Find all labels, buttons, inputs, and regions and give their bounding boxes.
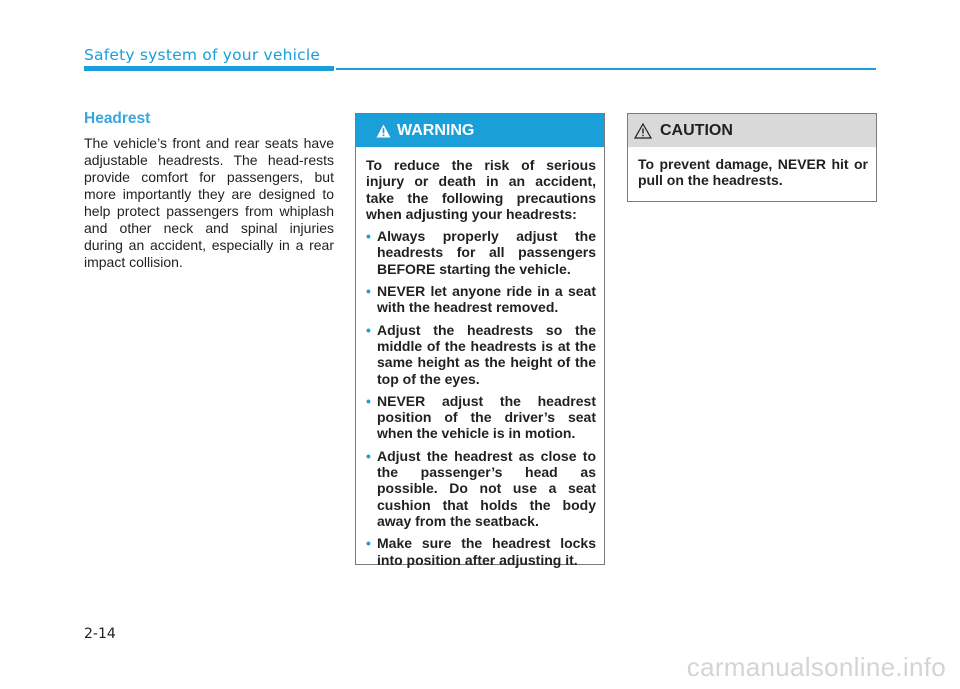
caution-box	[627, 113, 877, 202]
warning-list-item: • Adjust the headrest as close to the passenger’s head as possible. Do not use a seat cushion that holds the body away from the seatback.	[366, 447, 596, 529]
warning-label: WARNING	[397, 121, 475, 139]
warning-body	[356, 147, 604, 568]
section-header-title: Safety system of your vehicle	[84, 46, 321, 64]
warning-list-item: • NEVER adjust the headrest position of the driver’s seat when the vehicle is in motion.	[366, 392, 596, 442]
caution-triangle-icon	[634, 123, 652, 139]
warning-box	[355, 113, 605, 568]
headrest-title: Headrest	[84, 110, 151, 127]
bullet-icon: •	[366, 228, 371, 245]
headrest-paragraph: The vehicle’s front and rear seats have adjustable headrests. The head-rests provide comfort for passengers, but more importantly they are designed to help protect passengers from whiplash and other neck and spinal injuries during an accident, especially in a rear impact collision.	[84, 135, 334, 270]
page-number: 2-14	[84, 626, 116, 642]
warning-list-item: • Adjust the headrests so the middle of the headrests is at the same height as the height of the top of the eyes.	[366, 321, 596, 387]
watermark: carmanualsonline.info	[686, 652, 946, 682]
warning-list	[366, 228, 596, 568]
bullet-icon: •	[366, 392, 371, 409]
warning-list-item: • NEVER let anyone ride in a seat with the headrest removed.	[366, 283, 596, 316]
bullet-icon: •	[366, 321, 371, 338]
caution-label: CAUTION	[660, 121, 733, 139]
warning-intro: To reduce the risk of serious injury or death in an accident, take the following precautions when adjusting your headrests:	[366, 157, 596, 222]
caution-text: To prevent damage, NEVER hit or pull on the headrests.	[638, 156, 868, 189]
caution-header	[628, 114, 876, 147]
header-bar-thick	[84, 66, 334, 71]
header-bar-thin	[336, 68, 876, 70]
bullet-icon: •	[366, 283, 371, 300]
bullet-icon: •	[366, 535, 371, 552]
warning-triangle-icon	[376, 124, 391, 138]
bullet-icon: •	[366, 447, 371, 464]
warning-list-item: • Always properly adjust the headrests for all passengers BEFORE starting the vehicle.	[366, 228, 596, 277]
warning-list-item: • Make sure the headrest locks into position after adjusting it.	[366, 535, 596, 568]
warning-header	[356, 114, 604, 147]
